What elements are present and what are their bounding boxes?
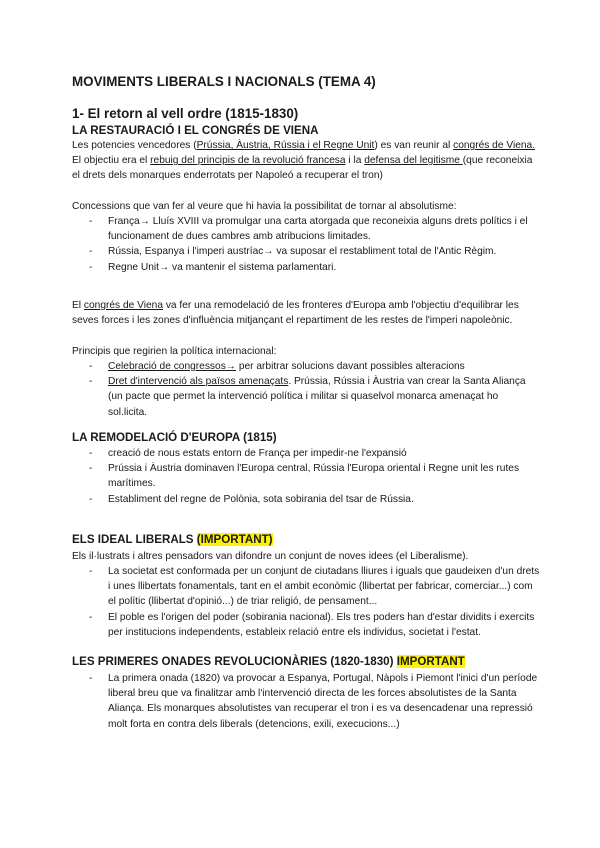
section-heading-retorn: 1- El retorn al vell ordre (1815-1830): [72, 106, 299, 121]
list-item: - França→ Lluís XVIII va promulgar una carta atorgada que reconeixia alguns drets polítics i el funcionament de dues cambres amb atribucions limitades.: [89, 216, 528, 243]
underlined-powers: Prússia, Àustria, Rússia i el Regne Unit: [196, 140, 375, 151]
important-highlight: IMPORTANT: [396, 655, 465, 668]
list-item: - Regne Unit→ va mantenir el sistema parlamentari.: [89, 261, 337, 273]
list-item: - creació de nous estats entorn de França per impedir-ne l'expansió: [89, 448, 407, 459]
list-principis: [72, 359, 540, 420]
paragraph-principis: Principis que regirien la política internacional:: [72, 346, 277, 357]
list-item: - La primera onada (1820) va provocar a Espanya, Portugal, Nàpols i Piemont l'inici d'un període liberal breu que va finalitzar amb l'intervenció directa de les forces absolutistes de la Santa Aliança. Els monarques absolutistes van recuperar el tron i es va desencadenar una repressió molt forta en contra dels liberals (detencions, exili, execucions...): [89, 673, 538, 730]
section-heading-ideals: ELS IDEAL LIBERALS (IMPORTANT): [72, 533, 273, 546]
underlined-congres: congrés de Viena: [83, 300, 163, 311]
list-remodelacio: [72, 446, 540, 507]
paragraph-concessions: Concessions que van fer al veure que hi havia la possibilitat de tornar al absolutisme:: [72, 201, 457, 212]
text-run: ) es van reunir al: [374, 140, 454, 151]
important-highlight: (IMPORTANT): [196, 533, 273, 546]
text-run: (que reconeixia el drets dels monarques enderrotats per Napoleó a recuperar el tron): [72, 155, 533, 182]
list-item: - Dret d'intervenció als països amenaçats. Prússia, Rússia i Àustria van crear la Santa Aliança (un pacte que permet la intervenció política i militar si quaselvol monarca amenaçat ho sol.licita.: [89, 376, 526, 418]
paragraph-illustrats: Els il·lustrats i altres pensadors van difondre un conjunt de noves idees (el Liberalisme).: [72, 551, 469, 562]
subheading-restauracio: LA RESTAURACIÓ I EL CONGRÉS DE VIENA: [72, 124, 319, 137]
section-heading-remodelacio: LA REMODELACIÓ D'EUROPA (1815): [72, 431, 277, 444]
text-run: Les potencies vencedores (: [72, 140, 197, 151]
paragraph-potencies: [72, 138, 540, 184]
list-concessions: [72, 214, 540, 275]
underlined-rebuig: rebuig del principis de la revolució francesa: [150, 155, 346, 167]
list-item: - Establiment del regne de Polònia, sota sobirania del tsar de Rússia.: [89, 493, 414, 505]
list-ideals: [72, 564, 540, 640]
list-item: - La societat est conformada per un conjunt de ciutadans lliures i iguals que gaudeixen d'un drets i unes llibertats fonamentals, tant en el ambit econòmic (llibertat per fabricar, comerciar...) com el polític (llibertat d'opinió...) de triar religió, de pensament...: [89, 566, 540, 608]
underlined-congres: congrés de Viena.: [453, 140, 536, 151]
underlined-legitisme: defensa del legitisme: [364, 155, 463, 167]
list-onades: [72, 671, 540, 732]
text-run: i la: [345, 155, 365, 167]
document-title: MOVIMENTS LIBERALS I NACIONALS (TEMA 4): [72, 74, 376, 89]
list-item: - Prússia i Àustria dominaven l'Europa central, Rússia l'Europa oriental i Regne unit les rutes marítimes.: [89, 463, 520, 490]
paragraph-remodelacio: El congrés de Viena va fer una remodelació de les fronteres d'Europa amb l'objectiu d'equilibrar les seves forces i les zones d'influència mitjançant el repartiment de les restes de l'imperi napoleònic.: [72, 300, 519, 327]
list-item: - Celebració de congressos→ per arbitrar solucions davant possibles alteracions: [89, 361, 465, 372]
list-item: - El poble es l'origen del poder (sobirania nacional). Els tres poders han d'estar dividits i exercits per institucions independents, estableix relació entre els individus, societat i l'estat.: [89, 611, 535, 638]
section-heading-onades: LES PRIMERES ONADES REVOLUCIONÀRIES (1820-1830) IMPORTANT: [72, 655, 465, 668]
text-run: El objectiu era el: [72, 155, 151, 167]
list-item: - Rússia, Espanya i l'imperi austríac→ va suposar el restabliment total de l'Antic Règim.: [89, 246, 497, 258]
